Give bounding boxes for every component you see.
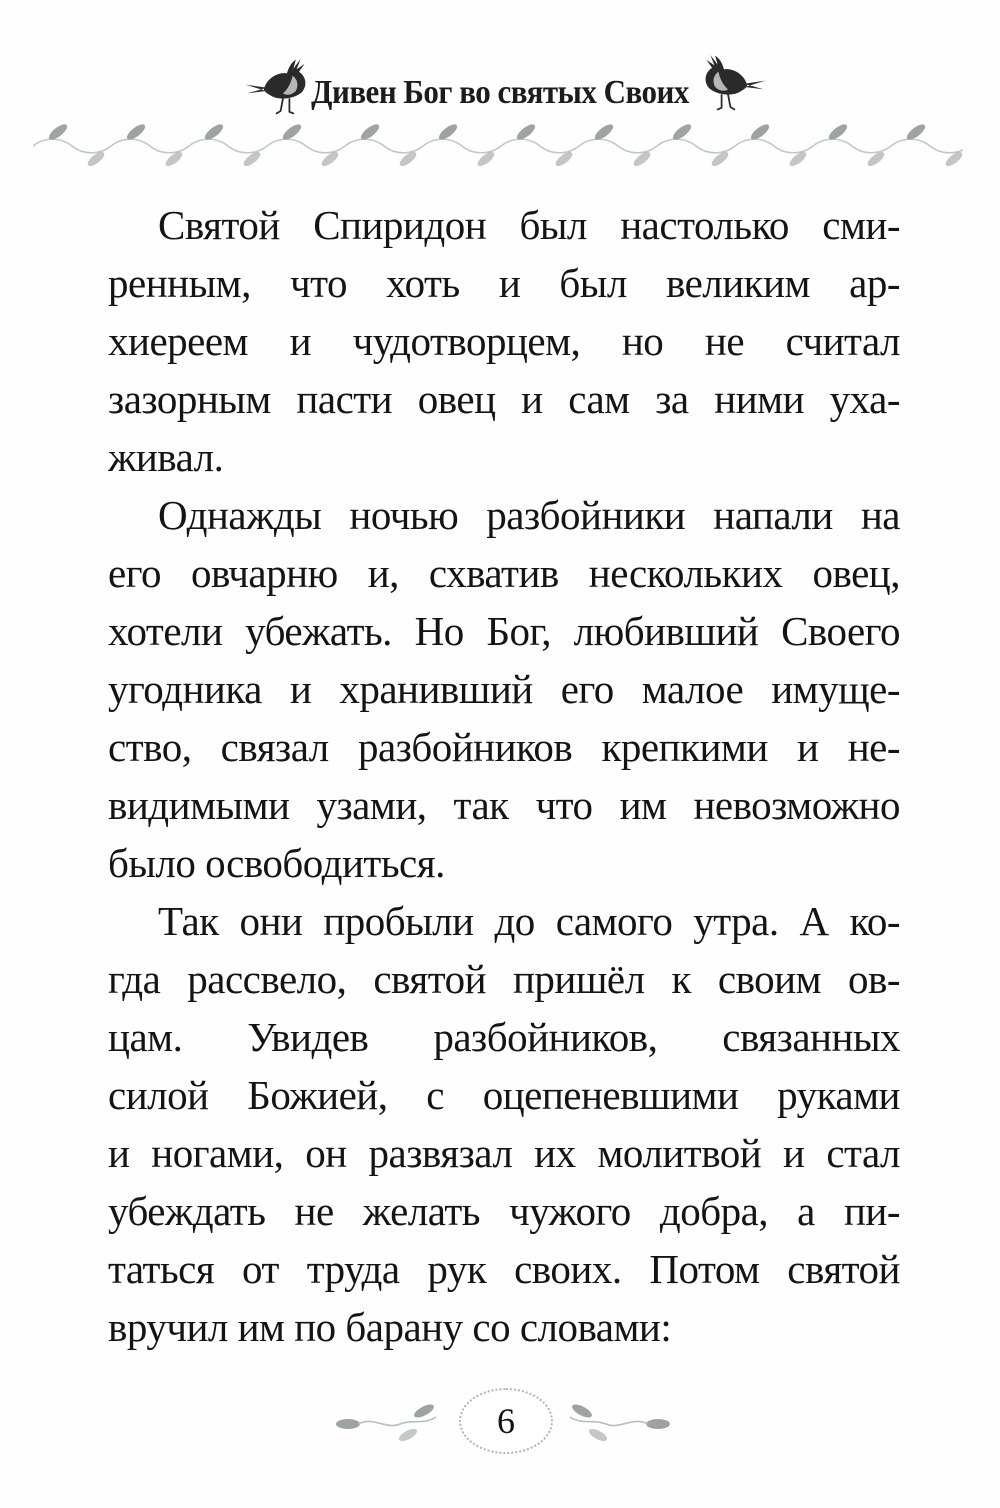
text-line: убеждать не желать чужого добра, а пи- <box>108 1188 900 1234</box>
text-line: живал. <box>108 434 224 480</box>
text-line: видимыми узами, так что им невозможно <box>108 782 900 828</box>
page-header <box>0 0 1000 180</box>
text-line: Так они пробыли до самого утра. А ко- <box>158 898 900 944</box>
vine-divider-icon <box>33 122 963 166</box>
page-footer <box>0 1385 1000 1465</box>
page-body <box>108 196 900 1356</box>
text-line: было освободиться. <box>108 840 445 886</box>
text-line: угодника и хранивший его малое имуще- <box>108 666 900 712</box>
text-line: силой Божией, с оцепеневшими руками <box>108 1072 900 1118</box>
page-number-oval <box>459 1388 553 1454</box>
bird-right-icon <box>688 50 768 116</box>
text-line: хиереем и чудотворцем, но не считал <box>108 318 900 364</box>
text-line: таться от труда рук своих. Потом святой <box>108 1246 900 1292</box>
text-line: Святой Спиридон был настолько сми- <box>158 202 900 248</box>
page-title: Дивен Бог во святых Своих <box>311 72 689 111</box>
text-line: ренным, что хоть и был великим ар- <box>108 260 900 306</box>
text-line: гда рассвело, святой пришёл к своим ов- <box>108 956 900 1002</box>
text-line: и ногами, он развязал их молитвой и стал <box>108 1130 900 1176</box>
text-line: его овчарню и, схватив нескольких овец, <box>108 550 900 596</box>
leaf-flourish-left-icon <box>336 1399 458 1445</box>
text-line: цам. Увидев разбойников, связанных <box>108 1014 900 1060</box>
text-line: хотели убежать. Но Бог, любивший Своего <box>108 608 900 654</box>
leaf-flourish-right-icon <box>548 1399 670 1445</box>
text-line: вручил им по барану со словами: <box>108 1304 672 1350</box>
page-number: 6 <box>497 1401 515 1441</box>
text-line: Однажды ночью разбойники напали на <box>158 492 900 538</box>
text-line: ство, связал разбойников крепкими и не- <box>108 724 900 770</box>
text-line: зазорным пасти овец и сам за ними уха- <box>108 376 900 422</box>
